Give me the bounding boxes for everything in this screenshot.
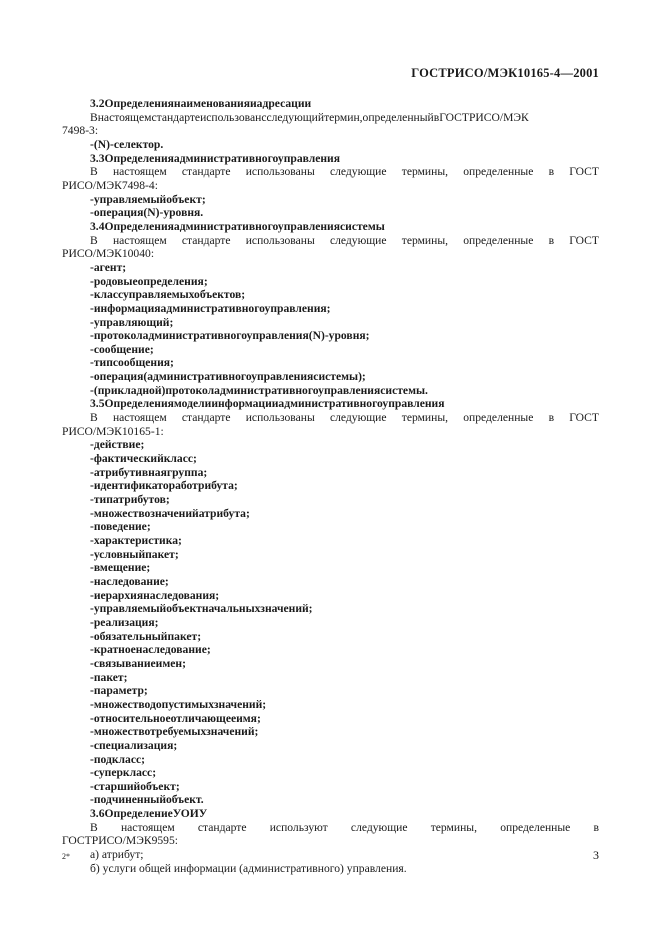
term-line: -специализация;: [90, 738, 178, 752]
term-line: -родовыеопределения;: [90, 274, 208, 288]
term-line: -управляемыйобъект;: [90, 192, 206, 206]
term-line: -действие;: [90, 438, 145, 452]
text-line: б) услуги общей информации (административного) управления.: [90, 861, 407, 875]
term-line: -условныйпакет;: [90, 547, 179, 561]
term-line: -множествотребуемыхзначений;: [90, 725, 259, 739]
term-line: -вмещение;: [90, 561, 151, 575]
term-line: -реализация;: [90, 615, 159, 629]
text-line: В настоящем стандарте использованы следующие термины, определенные в ГОСТ: [90, 411, 599, 425]
sheet-mark: 2*: [62, 852, 70, 861]
term-line: -подчиненныйобъект.: [90, 793, 204, 807]
text-line: РИСО/МЭК7498-4:: [62, 178, 158, 192]
text-line: В настоящем стандарте использованы следующие термины, определенные в ГОСТ: [90, 233, 599, 247]
term-line: -множестводопустимыхзначений;: [90, 697, 267, 711]
term-line: 3.3Определенияадминистративногоуправления: [90, 151, 341, 165]
term-line: -операция(административногоуправлениясистемы);: [90, 370, 366, 384]
term-line: -относительноеотличающееимя;: [90, 711, 261, 725]
text-line: ГОСТРИСО/МЭК9595:: [62, 834, 178, 848]
term-line: -типсообщения;: [90, 356, 174, 370]
term-line: -классуправляемыхобъектов;: [90, 288, 246, 302]
term-line: 3.5Определениямоделиинформацииадминистративногоуправления: [90, 397, 445, 411]
term-line: -идентификатоработрибута;: [90, 479, 238, 493]
term-line: -связываниеимен;: [90, 656, 186, 670]
term-line: -информацияадминистративногоуправления;: [90, 301, 331, 315]
term-line: -иерархиянаследования;: [90, 588, 220, 602]
text-line: РИСО/МЭК10165-1:: [62, 424, 164, 438]
term-line: -множествозначенийатрибута;: [90, 506, 250, 520]
text-line: а) атрибут;: [90, 848, 144, 862]
document-header: ГОСТРИСО/МЭК10165-4—2001: [411, 66, 599, 80]
term-line: -управляемыйобъектначальныхзначений;: [90, 602, 313, 616]
term-line: -параметр;: [90, 684, 148, 698]
term-line: -пакет;: [90, 670, 128, 684]
term-line: -(прикладной)протоколадминистративногоуправлениясистемы.: [90, 383, 428, 397]
text-line: 7498-3:: [62, 124, 99, 138]
text-line: Внастоящемстандартеиспользовансследующийтермин,определенныйвГОСТРИСО/МЭК: [90, 110, 529, 124]
page-content: [62, 97, 599, 875]
term-line: -суперкласс;: [90, 766, 157, 780]
term-line: -подкласс;: [90, 752, 146, 766]
term-line: -агент;: [90, 260, 127, 274]
term-line: -сообщение;: [90, 342, 154, 356]
term-line: -типатрибутов;: [90, 493, 170, 507]
term-line: -управляющий;: [90, 315, 174, 329]
text-line: В настоящем стандарте использованы следующие термины, определенные в ГОСТ: [90, 165, 599, 179]
term-line: -операция(N)-уровня.: [90, 206, 204, 220]
term-line: -кратноенаследование;: [90, 643, 211, 657]
term-line: -атрибутивнаягруппа;: [90, 465, 208, 479]
term-line: -(N)-селектор.: [90, 137, 164, 151]
term-line: 3.4Определенияадминистративногоуправлениясистемы: [90, 219, 385, 233]
term-line: -характеристика;: [90, 534, 182, 547]
term-line: -протоколадминистративногоуправления(N)-уровня;: [90, 329, 370, 343]
term-line: 3.2Определениянаименованияиадресации: [90, 97, 312, 110]
term-line: -наследование;: [90, 574, 169, 588]
term-line: 3.6ОпределениеУОИУ: [90, 807, 208, 821]
term-line: -обязательныйпакет;: [90, 629, 202, 643]
page-number: 3: [593, 848, 599, 862]
term-line: -фактическийкласс;: [90, 452, 197, 466]
text-line: РИСО/МЭК10040:: [62, 247, 155, 261]
term-line: -старшийобъект;: [90, 779, 180, 793]
text-line: В настоящем стандарте используют следующие термины, определенные в: [90, 820, 599, 834]
term-line: -поведение;: [90, 520, 151, 534]
